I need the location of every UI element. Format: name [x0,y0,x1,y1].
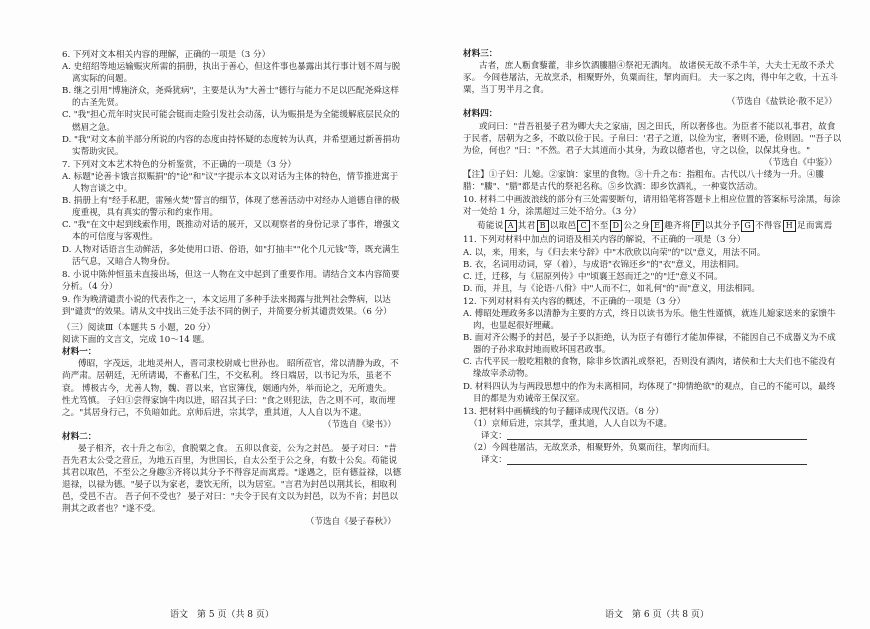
right-column [463,48,843,466]
q6-option-a: A. 史绍绍等地运输赈灾所需的捐册，执出于善心，但这件事也暴露出其行事计划不周与脱离实际的问题。 [62,62,401,85]
left-column [62,48,402,528]
material-2-text: 晏子相齐，衣十升之布②，食脱粟之食。 五卯以食妾，公为之封邑。 晏子对曰："昔吾先君太公受之营丘，为地五百里，为世国长，自太公至于公之身，有数十公矣。苟能说其君以取邑，不至公之身趣③齐将以其分予不得容足而寓焉。"遂遇之，臣有德益禄，以德退禄，以禄为德。"晏子以为家老，妻饮无所，以为居室。"言君为封邑以荆其长，相取利邑，受邑不吉。 吾子何不受也？ 晏子对曰："夫令于民有文以为封邑，以为不肯；封邑以荆其之政者也？"遂不受。 [62,444,402,515]
break-box-c[interactable]: C [577,220,589,232]
punct-seg: 公之身 [623,221,651,232]
punct-seg: 其君 [517,221,536,232]
translation-2-answer-line[interactable] [507,455,807,465]
q7-option-b: B. 捐册上有"经手私肥，雷殛火焚"誓言的细节，体现了慈善活动中对经办人道德自律的极度重视，具有真实的警示和约束作用。 [62,196,400,219]
material-2-source: （节选自《晏子春秋》） [305,516,396,527]
break-box-d[interactable]: D [610,220,623,232]
q11-option-a: A. 以，来，用来，与《归去来兮辞》中"木欣欣以向荣"的"以"意义，用法不同。 [463,247,766,258]
section-title: （三）阅读Ⅲ（本题共 5 小题，20 分） [62,323,216,334]
material-1-text: 傅昭，字茂远，北地灵州人，晋司隶校尉咸七世孙也。 昭所莅官，常以清静为政，不尚严肃。居朝廷，无所请谒，不畜私门生，不交私利。 终日端居，以书记为乐，虽老不衰。 博极古今，尤善人物，魏、晋以来，官宦簿伐，姻通内外，举而论之，无所遗失。 性尤笃慎。 子妇①尝得家饷牛肉以进，昭召其子曰："食之则犯法，告之则不可，取而埋之。"其居身行己，不负暗如此。京师后进，宗其学，重其道，人人自以为不逮。 [62,359,399,418]
question-7: 7. 下列对文本艺术特色的分析鉴赏，不正确的一项是（3 分） [62,159,296,170]
page-right [435,0,870,629]
q11-option-c: C. 迁，迁移，与《屈原列传》中"顷襄王怒而迁之"的"迁"意义不同。 [463,271,723,282]
punct-seg: 不得容 [755,221,782,232]
q12-option-d: D. 材料四认为与两段思想中的作为未离相同，均体现了"抑情绝欲"的观点，自己的不能可以，最终目的都是为劝诫帝王保汉室。 [463,381,836,404]
material-3-label: 材料三： [463,49,498,59]
page-footer-left: 语文 第 5 页（共 8 页） [170,610,274,620]
translation-1-answer-line[interactable] [507,430,807,440]
break-box-a[interactable]: A [505,220,517,232]
material-1-source: （节选自《梁书》） [322,419,396,430]
punct-seg: 荀能说 [477,221,504,232]
material-1-label: 材料一： [62,347,97,358]
section-instruction: 阅读下面的文言文，完成 10～14 题。 [62,335,210,346]
translation-2-label: 译文： [481,455,507,466]
q7-option-d: D. 人物对话语言生动鲜活，多处使用口语、俗语，如"打抽丰""化个几元钱"等，既充满生活气息，又暗合人物身份。 [62,244,400,267]
q6-option-c: C. "我"担心荒年时灾民可能会铤而走险引发社会动荡，认为赈捐是为全能缓解底层民众的燃眉之急。 [62,110,400,133]
break-box-f[interactable]: F [692,220,704,232]
q12-option-c: C. 古代平民一般吃粗粮的食物，除非乡饮酒礼或祭祀，否则没有酒肉，诸侯和士大夫们也不能没有缘故宰杀动物。 [463,357,836,380]
translation-item-1: （1）京师后进，宗其学，重其道，人人自以为不逮。 [469,418,673,429]
question-12: 12. 下列对材料有关内容的概述，不正确的一项是（3 分） [463,296,686,307]
material-4-text: 或问曰："昔吾祖晏子君为卿大夫之家庙，因之田氏，所以奢侈也。为臣者不能以礼事君，故食于民者，居朝为之多，不敢以俭于民。子帛曰：'君子之道，以俭为宝，奢则不逊，俭则固。'"吾子以为俭，何也？"曰："不然。君子大其道而小其身，为政以德者也，守之以俭，以保其身也。" [463,121,842,156]
break-box-g[interactable]: G [741,220,754,232]
question-9: 9. 作为晚清谴责小说的代表作之一，本文运用了多种手法来揭露与批判社会弊病，以达到"谴责"的效果。请从文中找出三处手法不同的例子，并简要分析其谴责效果。（6 分） [62,294,392,317]
break-box-e[interactable]: E [651,220,663,232]
q6-option-b: B. 继之引用"博施济众，尧舜犹病"，主要是认为"大善士"德行与能力不足以匹配尧舜这样的古圣先贤。 [62,86,399,109]
q7-option-a: A. 标题"论善卡饿言拟赈捐"的"论"和"议"字提示本文以对话为主体的特色，情节推进寓于人物言谈之中。 [62,171,399,195]
punct-seg: 不至 [590,221,609,232]
question-10: 10. 材料二中画波浪线的部分有三处需要断句，请用铅笔将答题卡上相应位置的答案标号涂黑，每涂对一处给 1 分，涂黑超过三处不给分。（3 分） [463,195,841,218]
material-4-label: 材料四： [463,109,498,120]
question-6: 6. 下列对文本相关内容的理解，正确的一项是（3 分） [62,50,271,60]
punct-seg: 以取邑 [549,221,577,232]
material-4-source: （节选自《中鉴》） [763,157,837,168]
punct-seg: 足而寓焉 [797,221,833,232]
question-13: 13. 把材料中画横线的句子翻译成现代汉语。（8 分） [463,406,664,417]
q11-option-b: B. 衣，名词用动词，穿（着），与成语"衣锦还乡"的"衣"意义，用法相同。 [463,259,745,270]
question-8: 8. 小说中陈仲恒虽未直接出场，但这一人物在文中起到了重要作用。请结合文本内容简要分析。（4 分） [62,269,400,292]
material-3-source: （节选自《盐铁论·散不足》） [726,97,837,108]
punctuation-line [463,220,843,232]
translation-item-2: （2）今闾巷屠沽，无故烹杀，相聚野外，负粟而往，挈肉而归。 [469,443,716,453]
q12-option-a: A. 傅昭处理政务多以清静为主要的方式，终日以读书为乐。他生性谨慎，就连儿媳家送来的家馈牛肉，也显起很好埋藏。 [463,308,836,332]
page-footer-right: 语文 第 6 页（共 8 页） [605,610,709,620]
question-11: 11. 下列对材料中加点的词语及相关内容的解说，不正确的一项是（3 分） [463,235,746,246]
translation-1-row [463,430,843,442]
punct-seg: 以其分予 [704,221,741,232]
footnote: 【注】①子妇：儿媳。②家饷：家里的食物。③十升之布：指粗布。古代以八十缕为一升。④膢腊："膢"、"腊"都是古代的祭祀名称。⑤乡饮酒：即乡饮酒礼，一种宴饮活动。 [463,169,824,193]
material-3-text: 古者，庶人粝食藜藿，非乡饮酒膢腊④祭祀无酒肉。 故诸侯无故不杀牛羊，大夫士无故不杀犬豕。 今闾巷屠沽，无故烹杀，相聚野外，负粟而往，挈肉而归。 夫一豕之肉，得中年之收，十五斗粟，当丁男半月之食。 [463,61,838,96]
break-box-b[interactable]: B [537,220,549,232]
punct-seg: 趣齐将 [664,221,691,232]
material-2-label: 材料二： [62,431,97,442]
break-box-h[interactable]: H [783,220,796,232]
q6-option-d: D. "我"对文本前半部分所说的内容的态度由持怀疑的态度转为认真，并希望通过新善捐功实帮助灾民。 [62,134,400,157]
translation-2-row [463,454,843,466]
q12-option-b: B. 面对齐公赐予的封邑，晏子予以拒绝，认为臣子有德行才能加俸禄，不能因自己不成器义为不成器的子孙求取封地而败坏国君政事。 [463,333,836,356]
q7-option-c: C. "我"在文中起到线索作用，既推动对话的展开，又以观察者的身份记录了事件，增强文本的可信度与客观性。 [62,220,400,243]
q11-option-d: D. 而，并且，与《论语·八佾》中"人而不仁，如礼何"的"而"意义，用法相同。 [463,283,760,294]
translation-1-label: 译文： [481,430,507,441]
